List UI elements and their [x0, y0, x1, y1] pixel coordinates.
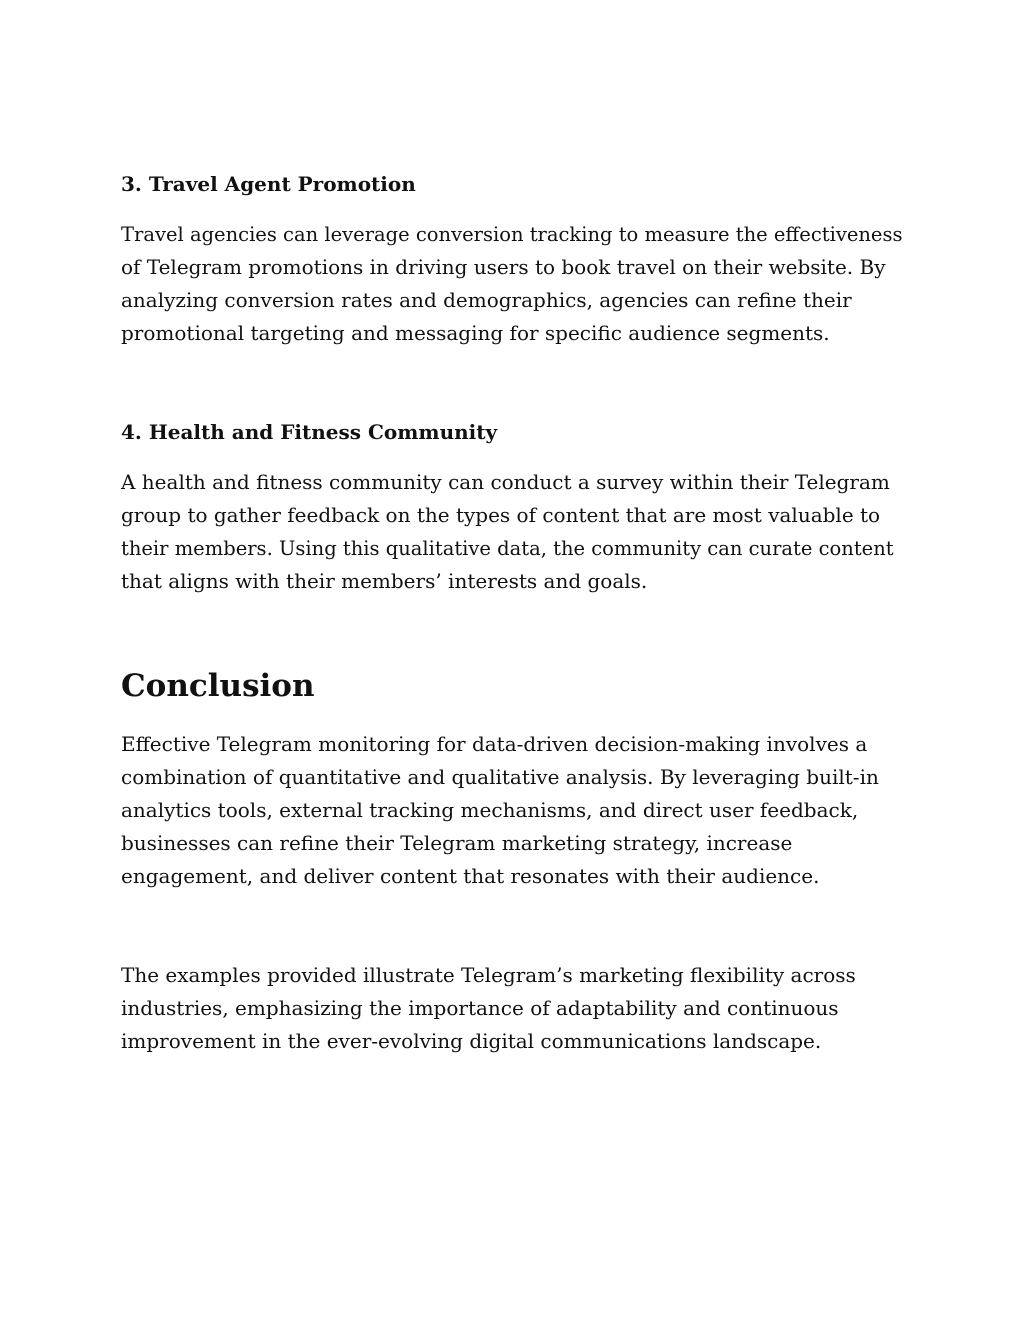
paragraph-travel-agent [121, 218, 911, 350]
text-line: their members. Using this qualitative data, the community can curate content [121, 537, 894, 560]
text-line: The examples provided illustrate Telegram’s marketing flexibility across [121, 963, 856, 987]
text-line: industries, emphasizing the importance of adaptability and continuous [121, 996, 839, 1020]
text-line: promotional targeting and messaging for specific audience segments. [121, 321, 830, 345]
text-line: A health and fitness community can conduct a survey within their Telegram [121, 470, 890, 494]
text-line: Effective Telegram monitoring for data-driven decision-making involves a [121, 732, 868, 756]
conclusion-heading: Conclusion [121, 668, 315, 704]
text-line: analytics tools, external tracking mechanisms, and direct user feedback, [121, 798, 859, 822]
text-line: improvement in the ever-evolving digital communications landscape. [121, 1029, 822, 1053]
text-line: group to gather feedback on the types of content that are most valuable to [121, 503, 881, 527]
text-line: that aligns with their members’ interests and goals. [121, 569, 648, 593]
section-heading-travel-agent: 3. Travel Agent Promotion [121, 172, 416, 196]
text-line: analyzing conversion rates and demographics, agencies can refine their [121, 288, 852, 312]
text-line: combination of quantitative and qualitative analysis. By leveraging built-in [121, 765, 879, 789]
text-line: Travel agencies can leverage conversion tracking to measure the effectiveness [121, 223, 903, 246]
text-line: of Telegram promotions in driving users to book travel on their website. By [121, 255, 886, 279]
paragraph-conclusion-1 [121, 728, 911, 893]
text-line: engagement, and deliver content that resonates with their audience. [121, 864, 820, 888]
paragraph-conclusion-2 [121, 959, 911, 1058]
section-heading-health-fitness: 4. Health and Fitness Community [121, 420, 498, 444]
paragraph-health-fitness [121, 466, 911, 598]
text-line: businesses can refine their Telegram marketing strategy, increase [121, 831, 793, 855]
